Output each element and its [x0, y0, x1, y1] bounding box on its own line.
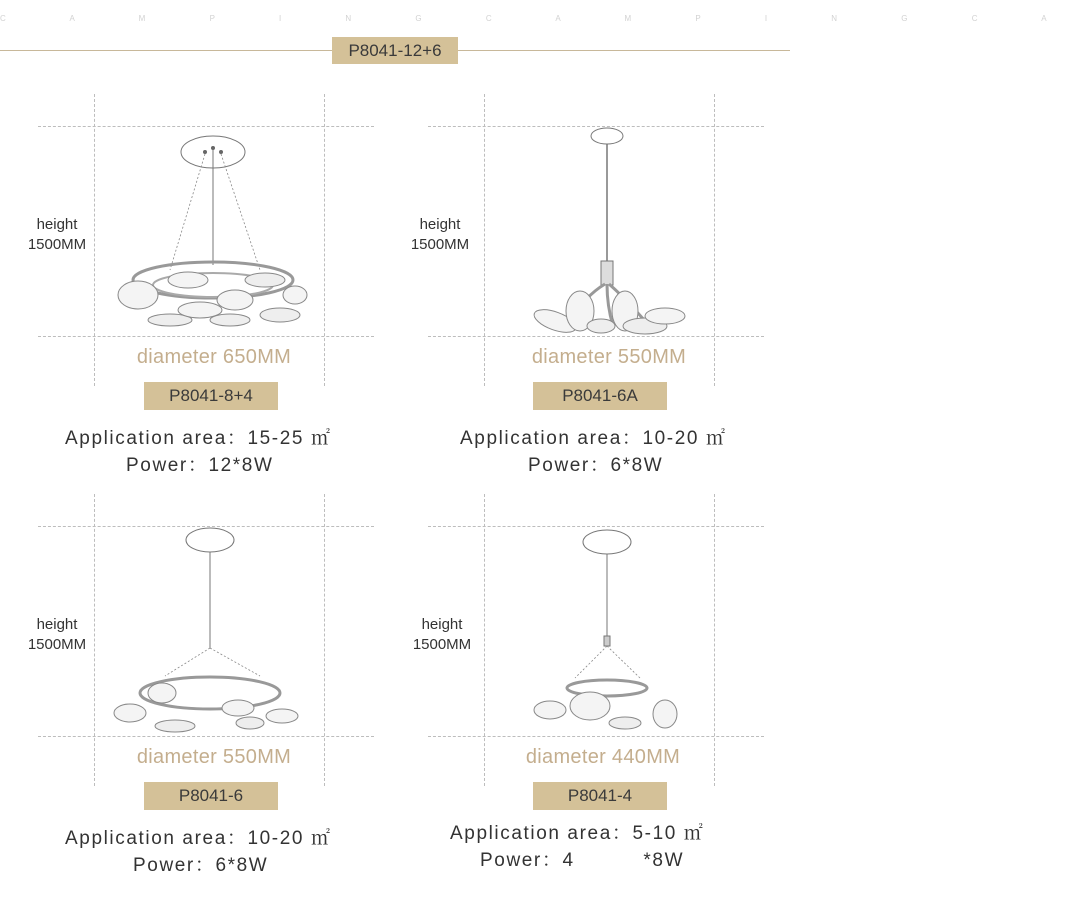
diameter-label: diameter 440MM [525, 746, 681, 768]
chandelier-image [525, 126, 695, 341]
height-label: height 1500MM [412, 616, 472, 653]
height-label: height 1500MM [410, 216, 470, 253]
model-badge: P8041-6 [144, 782, 278, 810]
application-area: Application area：5-10 ㎡ [450, 823, 705, 844]
product-card-2 [395, 90, 790, 490]
model-badge: P8041-8+4 [144, 382, 278, 410]
power: Power：6*8W [528, 455, 664, 476]
application-area: Application area：15-25 ㎡ [65, 428, 332, 449]
application-area: Application area：10-20 ㎡ [65, 828, 332, 849]
power: Power：4 *8W [480, 850, 685, 871]
chandelier-image [110, 130, 320, 330]
chandelier-image [535, 528, 685, 738]
power: Power：12*8W [126, 455, 274, 476]
diameter-label: diameter 550MM [531, 346, 687, 368]
model-badge: P8041-6A [533, 382, 667, 410]
model-badge: P8041-4 [533, 782, 667, 810]
diameter-label: diameter 550MM [136, 746, 292, 768]
chandelier-image [110, 528, 310, 738]
power: Power：6*8W [133, 855, 269, 876]
product-card-4 [395, 490, 790, 890]
application-area: Application area：10-20 ㎡ [460, 428, 727, 449]
product-card-3 [0, 490, 395, 890]
series-model-badge: P8041-12+6 [332, 37, 458, 64]
diameter-label: diameter 650MM [136, 346, 292, 368]
brand-watermark: C A M P I N G C A M P I N G C A [0, 14, 1078, 23]
height-label: height 1500MM [27, 616, 87, 653]
product-card-1 [0, 90, 395, 490]
height-label: height 1500MM [27, 216, 87, 253]
